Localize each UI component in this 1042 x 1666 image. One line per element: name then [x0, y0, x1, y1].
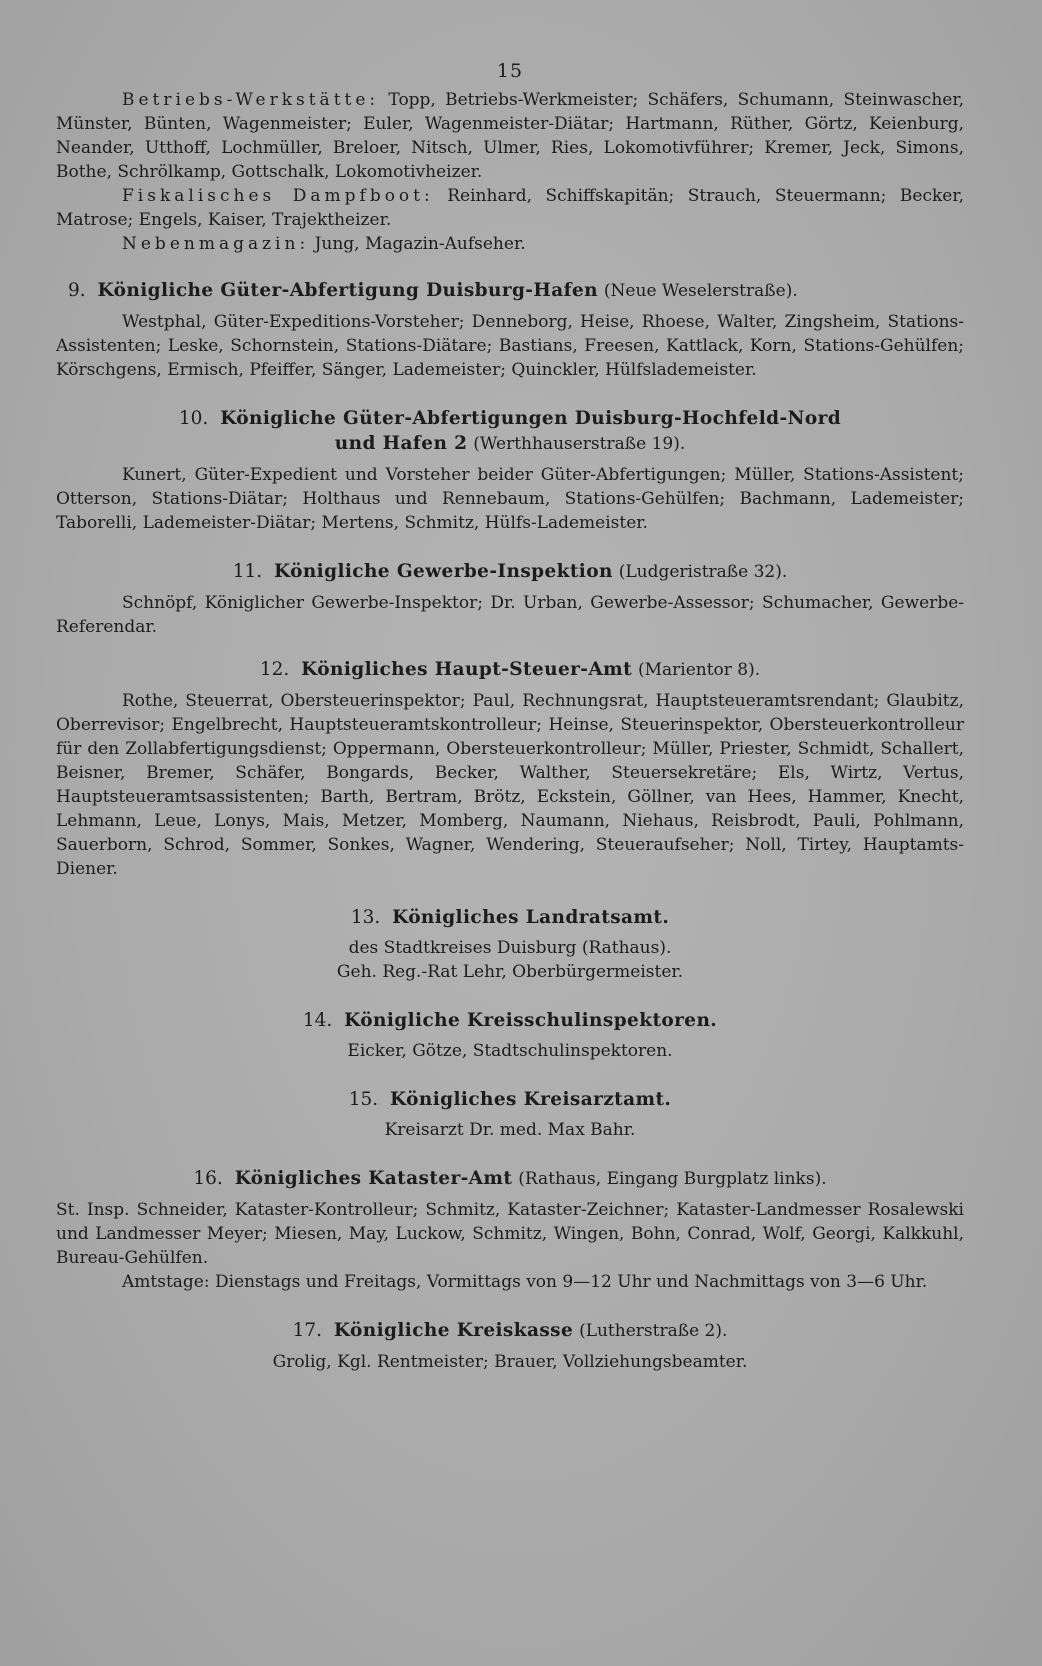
section-heading: [56, 278, 964, 304]
dampfboot-lead: Fiskalisches Dampfboot:: [122, 186, 434, 206]
section-number: 17.: [292, 1320, 323, 1341]
section-heading: [56, 905, 964, 930]
section-16: [56, 1166, 964, 1294]
section-9: [56, 278, 964, 382]
section-body: Schnöpf, Königlicher Gewerbe-Inspektor; Dr. Urban, Gewerbe-Assessor; Schumacher, Gewerbe-Referendar.: [56, 593, 964, 637]
note-lead: Amtstage:: [122, 1272, 210, 1292]
section-line: Eicker, Götze, Stadtschulinspektoren.: [347, 1041, 673, 1061]
section-title: Königliche Kreisschulinspektoren.: [344, 1010, 718, 1031]
section-title: Königliches Kreisarztamt.: [390, 1089, 672, 1110]
section-title: Königliche Güter-Abfertigung Duisburg-Hafen: [97, 280, 599, 301]
section-number: 11.: [232, 561, 263, 582]
section-number: 14.: [302, 1010, 333, 1031]
section-number: 9.: [68, 280, 86, 301]
section-line: Kreisarzt Dr. med. Max Bahr.: [384, 1120, 636, 1140]
section-14: [56, 1008, 964, 1063]
werkstaette-text: Topp, Betriebs-Werkmeister; Schäfers, Schumann, Steinwascher, Münster, Bünten, Wagenmeister; Euler, Wagenmeister-Diätar; Hartmann, Rüther, Görtz, Keienburg, Neander, Utthoff, Lochmüller, Breloer, Nitsch, Ulmer, Ries, Lokomotivführer; Kremer, Jeck, Simons, Bothe, Schrölkamp, Gottschalk, Lokomotivheizer.: [56, 90, 964, 182]
section-body: St. Insp. Schneider, Kataster-Kontrolleur; Schmitz, Kataster-Zeichner; Kataster-Landmesser Rosalewski und Landmesser Meyer; Miesen, May, Luckow, Schmitz, Wingen, Bohn, Conrad, Wolf, Georgi, Kalkkuhl, Bureau-Gehülfen.: [56, 1200, 964, 1268]
werkstaette-lead: Betriebs-Werkstätte:: [122, 90, 380, 110]
dampfboot-paragraph: [56, 184, 964, 232]
section-heading: [56, 1087, 964, 1112]
section-heading: [56, 1166, 964, 1192]
section-address: (Neue Weselerstraße).: [603, 281, 798, 301]
section-body: Rothe, Steuerrat, Obersteuerinspektor; Paul, Rechnungsrat, Hauptsteueramtsrendant; Glaubitz, Oberrevisor; Engelbrecht, Hauptsteueramtskontrolleur; Heinse, Steuerinspektor, Obersteuerkontrolleur für den Zollabfertigungsdienst; Oppermann, Obersteuerkontrolleur; Müller, Priester, Schmidt, Schallert, Beisner, Bremer, Schäfer, Bongards, Becker, Walther, Steuersekretäre; Els, Wirtz, Vertus, Hauptsteueramtsassistenten; Barth, Bertram, Brötz, Eckstein, Göllner, van Hees, Hammer, Knecht, Lehmann, Leue, Lonys, Mais, Metzer, Momberg, Naumann, Niehaus, Reisbrodt, Pauli, Pohlmann, Sauerborn, Schrod, Sommer, Sonkes, Wagner, Wendering, Steueraufseher; Noll, Tirtey, Hauptamts-Diener.: [56, 691, 964, 879]
section-body: Westphal, Güter-Expeditions-Vorsteher; Denneborg, Heise, Rhoese, Walter, Zingsheim, Stations-Assistenten; Leske, Schornstein, Stations-Diätare; Bastians, Freesen, Kattlack, Korn, Stations-Gehülfen; Körschgens, Ermisch, Pfeiffer, Sänger, Lademeister; Quinckler, Hülfslademeister.: [56, 312, 964, 380]
section-number: 16.: [193, 1168, 223, 1189]
section-line: Grolig, Kgl. Rentmeister; Brauer, Vollziehungsbeamter.: [272, 1352, 748, 1372]
section-15: [56, 1087, 964, 1142]
section-title: Königliches Haupt-Steuer-Amt: [301, 659, 633, 680]
section-heading: [56, 406, 964, 457]
section-heading: [56, 559, 964, 585]
section-address: (Rathaus, Eingang Burgplatz links).: [518, 1169, 827, 1189]
nebenmagazin-lead: Nebenmagazin:: [122, 234, 310, 254]
section-heading: [56, 657, 964, 683]
section-heading: [56, 1318, 964, 1344]
section-title-continued: und Hafen 2: [334, 433, 468, 454]
section-17: [56, 1318, 964, 1374]
nebenmagazin-paragraph: [56, 232, 964, 256]
section-title: Königliches Landratsamt.: [392, 907, 670, 928]
section-line: Geh. Reg.-Rat Lehr, Oberbürgermeister.: [336, 962, 684, 982]
section-heading: [56, 1008, 964, 1033]
werkstaette-paragraph: [56, 88, 964, 184]
nebenmagazin-text: Jung, Magazin-Aufseher.: [314, 234, 526, 254]
section-number: 15.: [348, 1089, 379, 1110]
section-address: (Marientor 8).: [637, 660, 761, 680]
section-10: [56, 406, 964, 535]
section-title: Königliche Güter-Abfertigungen Duisburg-Hochfeld-Nord: [220, 408, 842, 429]
section-address: (Lutherstraße 2).: [579, 1321, 728, 1341]
section-number: 12.: [259, 659, 290, 680]
section-number: 13.: [350, 907, 381, 928]
section-note: [56, 1270, 964, 1294]
section-number: 10.: [178, 408, 209, 429]
section-address: (Ludgeristraße 32).: [618, 562, 788, 582]
section-address: (Werthhauserstraße 19).: [473, 434, 686, 454]
section-title: Königliche Kreiskasse: [333, 1320, 574, 1341]
section-title: Königliches Kataster-Amt: [234, 1168, 513, 1189]
section-13: [56, 905, 964, 984]
dampfboot-text: Reinhard, Schiffskapitän; Strauch, Steuermann; Becker, Matrose; Engels, Kaiser, Trajektheizer.: [56, 186, 965, 230]
note-text: Dienstags und Freitags, Vormittags von 9—12 Uhr und Nachmittags von 3—6 Uhr.: [215, 1272, 928, 1292]
section-body: Kunert, Güter-Expedient und Vorsteher beider Güter-Abfertigungen; Müller, Stations-Assistent; Otterson, Stations-Diätar; Holthaus und Rennebaum, Stations-Gehülfen; Bachmann, Lademeister; Taborelli, Lademeister-Diätar; Mertens, Schmitz, Hülfs-Lademeister.: [56, 465, 964, 533]
page-number: 15: [496, 60, 524, 82]
section-11: [56, 559, 964, 639]
section-title: Königliche Gewerbe-Inspektion: [274, 561, 613, 582]
section-line: des Stadtkreises Duisburg (Rathaus).: [348, 938, 672, 958]
section-12: [56, 657, 964, 881]
